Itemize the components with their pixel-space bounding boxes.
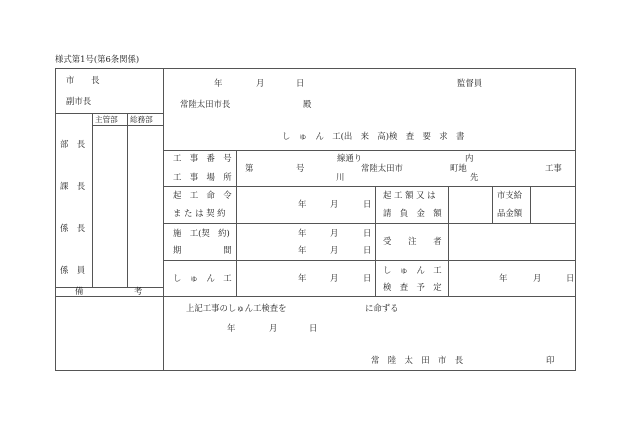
inside-label: 内 (465, 153, 474, 163)
work-number-label: 工 事 番 号 (173, 153, 232, 163)
completion-year: 年 (298, 273, 307, 283)
exec-end-month: 月 (330, 245, 339, 255)
seal-mark: 印 (546, 355, 555, 365)
inspection-day: 日 (566, 273, 575, 283)
remarks-label-part2: 考 (134, 286, 143, 296)
addressee: 常陸太田市長 (180, 99, 231, 109)
start-year: 年 (298, 199, 307, 209)
execution-period-label-line1: 施 工(契 約) (173, 228, 230, 238)
order-date-year: 年 (227, 323, 236, 333)
header-date-day: 日 (296, 78, 305, 88)
order-text-part1: 上記工事のしゅん工検査を (186, 303, 287, 313)
exec-start-year: 年 (298, 228, 307, 238)
amount-label-line2: 請 負 金 額 (383, 208, 442, 218)
completion-month: 月 (330, 273, 339, 283)
completion-day: 日 (363, 273, 372, 283)
work-number-prefix: 第 (245, 163, 254, 173)
document-title: し ゅ ん 工(出 来 高)検 査 要 求 書 (282, 131, 465, 141)
order-date-month: 月 (269, 323, 278, 333)
exec-start-month: 月 (330, 228, 339, 238)
start-month: 月 (330, 199, 339, 209)
exec-end-year: 年 (298, 245, 307, 255)
inspection-schedule-label-line2: 検 査 予 定 (383, 282, 442, 292)
construction-label: 工事 (545, 163, 562, 173)
start-day: 日 (363, 199, 372, 209)
execution-period-label-line2: 期 間 (173, 245, 232, 255)
order-date-day: 日 (309, 323, 318, 333)
inspection-month: 月 (533, 273, 542, 283)
street-label: 線通り (337, 153, 363, 163)
general-affairs-label: 総務部 (130, 115, 153, 124)
mayor-label: 市 長 (66, 75, 100, 85)
section-chief-label: 課 長 (60, 181, 86, 191)
exec-end-day: 日 (363, 245, 372, 255)
supervisor-label: 監督員 (457, 78, 483, 88)
vice-mayor-label: 副市長 (66, 96, 92, 106)
city-label: 常陸太田市 (361, 163, 403, 173)
subsection-chief-label: 係 長 (60, 223, 86, 233)
remarks-label-part1: 備 (75, 286, 84, 296)
start-order-label-line1: 起 工 命 令 (173, 190, 232, 200)
amount-label-line1: 起 工 額 又 は (383, 190, 436, 200)
contractor-label: 受 注 者 (383, 236, 442, 246)
main-department-label: 主管部 (95, 115, 118, 124)
city-supply-label-line2: 品金額 (497, 208, 523, 218)
exec-start-day: 日 (363, 228, 372, 238)
work-number-suffix: 号 (296, 163, 305, 173)
town-area-label: 町地 (450, 163, 467, 173)
river-label: 川 (336, 172, 345, 182)
header-date-month: 月 (256, 78, 265, 88)
inspection-year: 年 (499, 273, 508, 283)
work-place-label: 工 事 場 所 (173, 172, 232, 182)
start-order-label-line2: ま た は 契 約 (173, 208, 226, 218)
ahead-label: 先 (470, 172, 479, 182)
issuer-label: 常 陸 太 田 市 長 (371, 355, 464, 365)
inspection-schedule-label-line1: し ゅ ん 工 (383, 265, 442, 275)
header-date-year: 年 (214, 78, 223, 88)
order-text-part2: に命ずる (365, 303, 399, 313)
city-supply-label-line1: 市支給 (497, 190, 523, 200)
completion-label: し ゅ ん 工 (173, 273, 232, 283)
staff-label: 係 員 (60, 265, 86, 275)
form-number-label: 様式第1号(第6条関係) (55, 54, 140, 64)
honorific: 殿 (303, 99, 312, 109)
director-label: 部 長 (60, 139, 86, 149)
